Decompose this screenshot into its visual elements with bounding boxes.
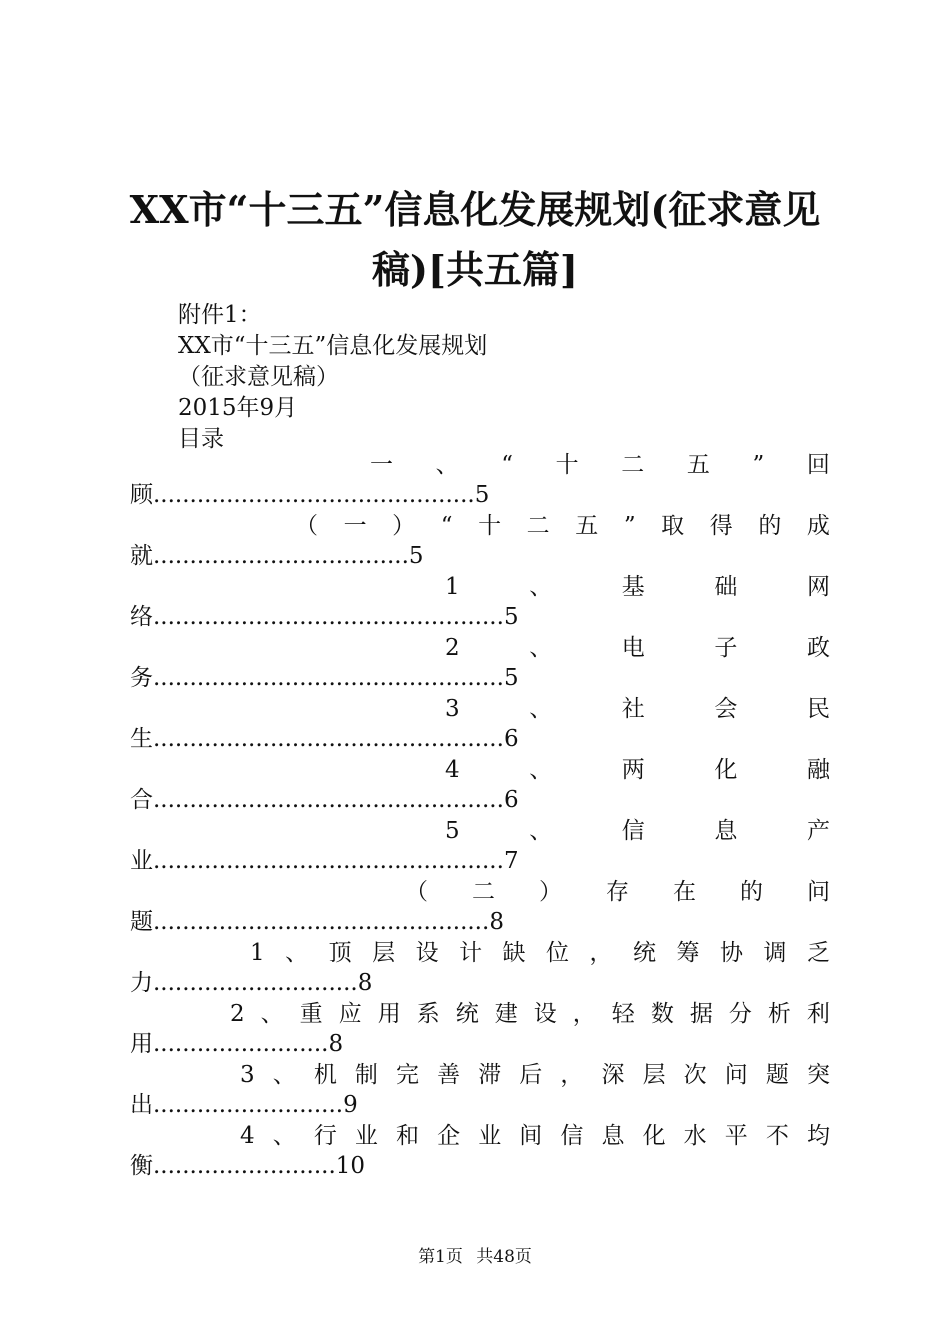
toc-char: “	[440, 513, 453, 539]
toc-char: 的	[758, 513, 782, 539]
page-number: 第1页	[418, 1247, 463, 1267]
plan-name: XX市“十三五”信息化发展规划	[178, 333, 488, 359]
toc-entry-tail: 就	[130, 543, 153, 569]
toc-char: 突	[806, 1062, 830, 1088]
toc-entry-leader-line	[130, 1029, 830, 1060]
toc-entry-tail: 顾	[130, 482, 153, 508]
toc-dot-leader: ................................................	[153, 848, 504, 874]
toc-char: 化	[714, 757, 738, 783]
toc-entry[interactable]	[130, 694, 830, 755]
toc-char: 完	[396, 1062, 420, 1088]
toc-char: 信	[621, 818, 645, 844]
toc-entry-heading	[130, 1060, 830, 1090]
toc-char: 4	[240, 1123, 255, 1149]
toc-page-number: 5	[503, 604, 519, 630]
toc-char: 础	[714, 574, 738, 600]
toc-page-number: 8	[489, 909, 504, 935]
toc-char: 水	[683, 1123, 707, 1149]
toc-char: ，	[560, 1062, 584, 1088]
toc-entry-heading	[130, 877, 830, 907]
toc-char: 题	[765, 1062, 789, 1088]
toc-dot-leader: ............................	[153, 970, 358, 996]
toc-char: 会	[714, 696, 738, 722]
toc-dot-leader: ..........................	[153, 1092, 344, 1118]
toc-char: ，	[589, 940, 613, 966]
toc-char: 社	[621, 696, 645, 722]
toc-dot-leader: ..............................................	[153, 909, 490, 935]
toc-char: 次	[683, 1062, 707, 1088]
toc-char: 建	[494, 1001, 518, 1027]
toc-char: 电	[621, 635, 645, 661]
toc-char: 十	[478, 513, 502, 539]
toc-char: 均	[806, 1123, 830, 1149]
toc-page-number: 8	[357, 970, 373, 996]
toc-entry[interactable]	[130, 877, 830, 938]
toc-char: 间	[519, 1123, 543, 1149]
toc-dot-leader: ................................................	[153, 665, 504, 691]
toc-char: 平	[724, 1123, 748, 1149]
page-footer	[0, 1242, 950, 1267]
toc-entry-tail: 题	[130, 909, 153, 935]
toc-dot-leader: ...................................	[153, 543, 409, 569]
toc-entry[interactable]	[130, 633, 830, 694]
toc-char: 层	[372, 940, 396, 966]
toc-entry[interactable]	[130, 572, 830, 633]
toc-char: 信	[560, 1123, 584, 1149]
table-of-contents	[130, 450, 830, 1182]
toc-char: 融	[806, 757, 830, 783]
toc-entry-tail: 务	[130, 665, 153, 691]
toc-dot-leader: ................................................	[153, 726, 504, 752]
toc-char: 五	[575, 513, 599, 539]
toc-entry-heading	[130, 938, 830, 968]
toc-char: 筹	[676, 940, 700, 966]
toc-page-number: 7	[503, 848, 519, 874]
toc-dot-leader: ................................................	[153, 604, 504, 630]
toc-char: （	[405, 879, 428, 905]
toc-char: 业	[354, 1123, 378, 1149]
toc-entry-tail: 出	[130, 1092, 153, 1118]
toc-page-number: 5	[503, 665, 519, 691]
toc-char: 业	[478, 1123, 502, 1149]
toc-page-number: 10	[335, 1153, 366, 1179]
toc-char: 3	[445, 696, 460, 722]
toc-char: 五	[686, 452, 710, 478]
toc-char: 、	[435, 452, 459, 478]
toc-char: 取	[661, 513, 685, 539]
toc-char: 的	[740, 879, 763, 905]
toc-entry-tail: 衡	[130, 1153, 153, 1179]
toc-char: 子	[714, 635, 738, 661]
toc-page-number: 5	[408, 543, 424, 569]
toc-char: ）	[539, 879, 562, 905]
toc-entry[interactable]	[130, 938, 830, 999]
toc-char: 民	[806, 696, 830, 722]
toc-entry-leader-line	[130, 724, 830, 755]
toc-char: 得	[709, 513, 733, 539]
toc-char: ，	[572, 1001, 596, 1027]
document-title-line-1: XX市“十三五”信息化发展规划(征求意见	[129, 187, 821, 232]
toc-char: 数	[650, 1001, 674, 1027]
toc-entry-tail: 络	[130, 604, 153, 630]
toc-dot-leader: ................................................	[153, 787, 504, 813]
toc-char: ”	[752, 452, 765, 478]
toc-char: 二	[472, 879, 495, 905]
toc-char: 位	[546, 940, 570, 966]
toc-char: 二	[621, 452, 645, 478]
toc-entry-leader-line	[130, 663, 830, 694]
toc-entry[interactable]	[130, 1121, 830, 1182]
toc-char: 计	[459, 940, 483, 966]
toc-char: 产	[806, 818, 830, 844]
toc-entry[interactable]	[130, 450, 830, 511]
toc-char: 顶	[328, 940, 352, 966]
toc-char: 化	[642, 1123, 666, 1149]
toc-char: 息	[601, 1123, 625, 1149]
toc-char: 后	[519, 1062, 543, 1088]
toc-char: 用	[377, 1001, 401, 1027]
toc-char: 、	[529, 818, 553, 844]
toc-char: 4	[445, 757, 460, 783]
page-total: 共48页	[476, 1247, 532, 1267]
toc-char: 1	[250, 940, 265, 966]
toc-dot-leader: ............................................	[153, 482, 475, 508]
toc-entry-leader-line	[130, 907, 830, 938]
toc-entry-leader-line	[130, 785, 830, 816]
toc-char: 析	[767, 1001, 791, 1027]
toc-char: 5	[445, 818, 460, 844]
toc-entry-heading	[130, 572, 830, 602]
toc-char: 乏	[806, 940, 830, 966]
toc-char: 缺	[502, 940, 526, 966]
toc-dot-leader: ........................	[153, 1031, 329, 1057]
toc-char: 轻	[611, 1001, 635, 1027]
toc-char: 设	[415, 940, 439, 966]
toc-entry-heading	[130, 633, 830, 663]
toc-char: 一	[343, 513, 367, 539]
toc-char: 不	[765, 1123, 789, 1149]
toc-entry-heading	[130, 1121, 830, 1151]
toc-entry-heading	[130, 755, 830, 785]
toc-char: 二	[526, 513, 550, 539]
toc-entry-heading	[130, 511, 830, 541]
toc-char: “	[501, 452, 514, 478]
toc-char: 善	[437, 1062, 461, 1088]
date-line: 2015年9月	[178, 395, 298, 421]
toc-char: ）	[392, 513, 416, 539]
toc-entry-tail: 生	[130, 726, 153, 752]
toc-char: 、	[529, 757, 553, 783]
toc-entry-heading	[130, 694, 830, 724]
toc-char: 2	[230, 1001, 245, 1027]
toc-entry-leader-line	[130, 1090, 830, 1121]
toc-char: 、	[529, 635, 553, 661]
toc-char: 统	[633, 940, 656, 966]
toc-dot-leader: .........................	[153, 1153, 336, 1179]
toc-char: 回	[806, 452, 830, 478]
toc-char: （	[295, 513, 318, 539]
toc-char: 据	[689, 1001, 713, 1027]
toc-char: 政	[806, 635, 830, 661]
toc-entry-leader-line	[130, 846, 830, 877]
toc-char: 分	[728, 1001, 752, 1027]
toc-entry-tail: 力	[130, 970, 153, 996]
toc-char: 3	[240, 1062, 255, 1088]
toc-char: 、	[529, 696, 553, 722]
toc-char: ”	[623, 513, 636, 539]
toc-char: 制	[354, 1062, 378, 1088]
toc-char: 调	[763, 940, 787, 966]
toc-char: 企	[437, 1123, 461, 1149]
toc-page-number: 8	[328, 1031, 344, 1057]
toc-char: 存	[606, 879, 629, 905]
toc-char: 息	[714, 818, 738, 844]
toc-entry[interactable]	[130, 755, 830, 816]
toc-heading: 目录	[178, 426, 224, 452]
toc-char: 问	[807, 879, 830, 905]
toc-char: 问	[724, 1062, 748, 1088]
toc-char: 深	[601, 1062, 625, 1088]
toc-entry-leader-line	[130, 968, 830, 999]
toc-entry-leader-line	[130, 1151, 830, 1182]
toc-char: 、	[260, 1001, 284, 1027]
toc-char: 一	[370, 452, 393, 478]
toc-entry[interactable]	[130, 999, 830, 1060]
toc-char: 和	[396, 1123, 420, 1149]
toc-char: 协	[719, 940, 743, 966]
toc-char: 系	[416, 1001, 440, 1027]
toc-entry-heading	[130, 450, 830, 480]
toc-entry-tail: 用	[130, 1031, 153, 1057]
toc-entry[interactable]	[130, 511, 830, 572]
document-title-line-2: 稿)[共五篇]	[372, 247, 578, 292]
toc-page-number: 6	[503, 726, 519, 752]
toc-char: 行	[313, 1123, 337, 1149]
toc-char: 2	[445, 635, 460, 661]
toc-entry-heading	[130, 999, 830, 1029]
attachment-label: 附件1：	[178, 302, 262, 328]
toc-char: 在	[673, 879, 696, 905]
toc-char: 滞	[478, 1062, 502, 1088]
toc-char: 层	[642, 1062, 666, 1088]
toc-char: 设	[533, 1001, 557, 1027]
toc-char: 重	[299, 1001, 323, 1027]
toc-entry[interactable]	[130, 816, 830, 877]
toc-entry-heading	[130, 816, 830, 846]
toc-entry-leader-line	[130, 480, 830, 511]
toc-entry-leader-line	[130, 602, 830, 633]
toc-entry[interactable]	[130, 1060, 830, 1121]
toc-char: 两	[621, 757, 645, 783]
toc-char: 、	[272, 1123, 296, 1149]
toc-char: 1	[445, 574, 460, 600]
toc-char: 基	[621, 574, 645, 600]
toc-char: 十	[555, 452, 579, 478]
toc-entry-tail: 业	[130, 848, 153, 874]
toc-char: 、	[285, 940, 309, 966]
toc-char: 利	[806, 1001, 830, 1027]
toc-page-number: 6	[503, 787, 519, 813]
toc-page-number: 9	[343, 1092, 358, 1118]
toc-char: 、	[272, 1062, 296, 1088]
toc-char: 网	[806, 574, 830, 600]
toc-char: 、	[529, 574, 553, 600]
toc-char: 成	[806, 513, 830, 539]
toc-char: 机	[313, 1062, 337, 1088]
toc-page-number: 5	[474, 482, 490, 508]
toc-char: 统	[455, 1001, 479, 1027]
toc-entry-leader-line	[130, 541, 830, 572]
toc-entry-tail: 合	[130, 787, 153, 813]
toc-char: 应	[338, 1001, 362, 1027]
draft-note: （征求意见稿）	[178, 364, 339, 390]
